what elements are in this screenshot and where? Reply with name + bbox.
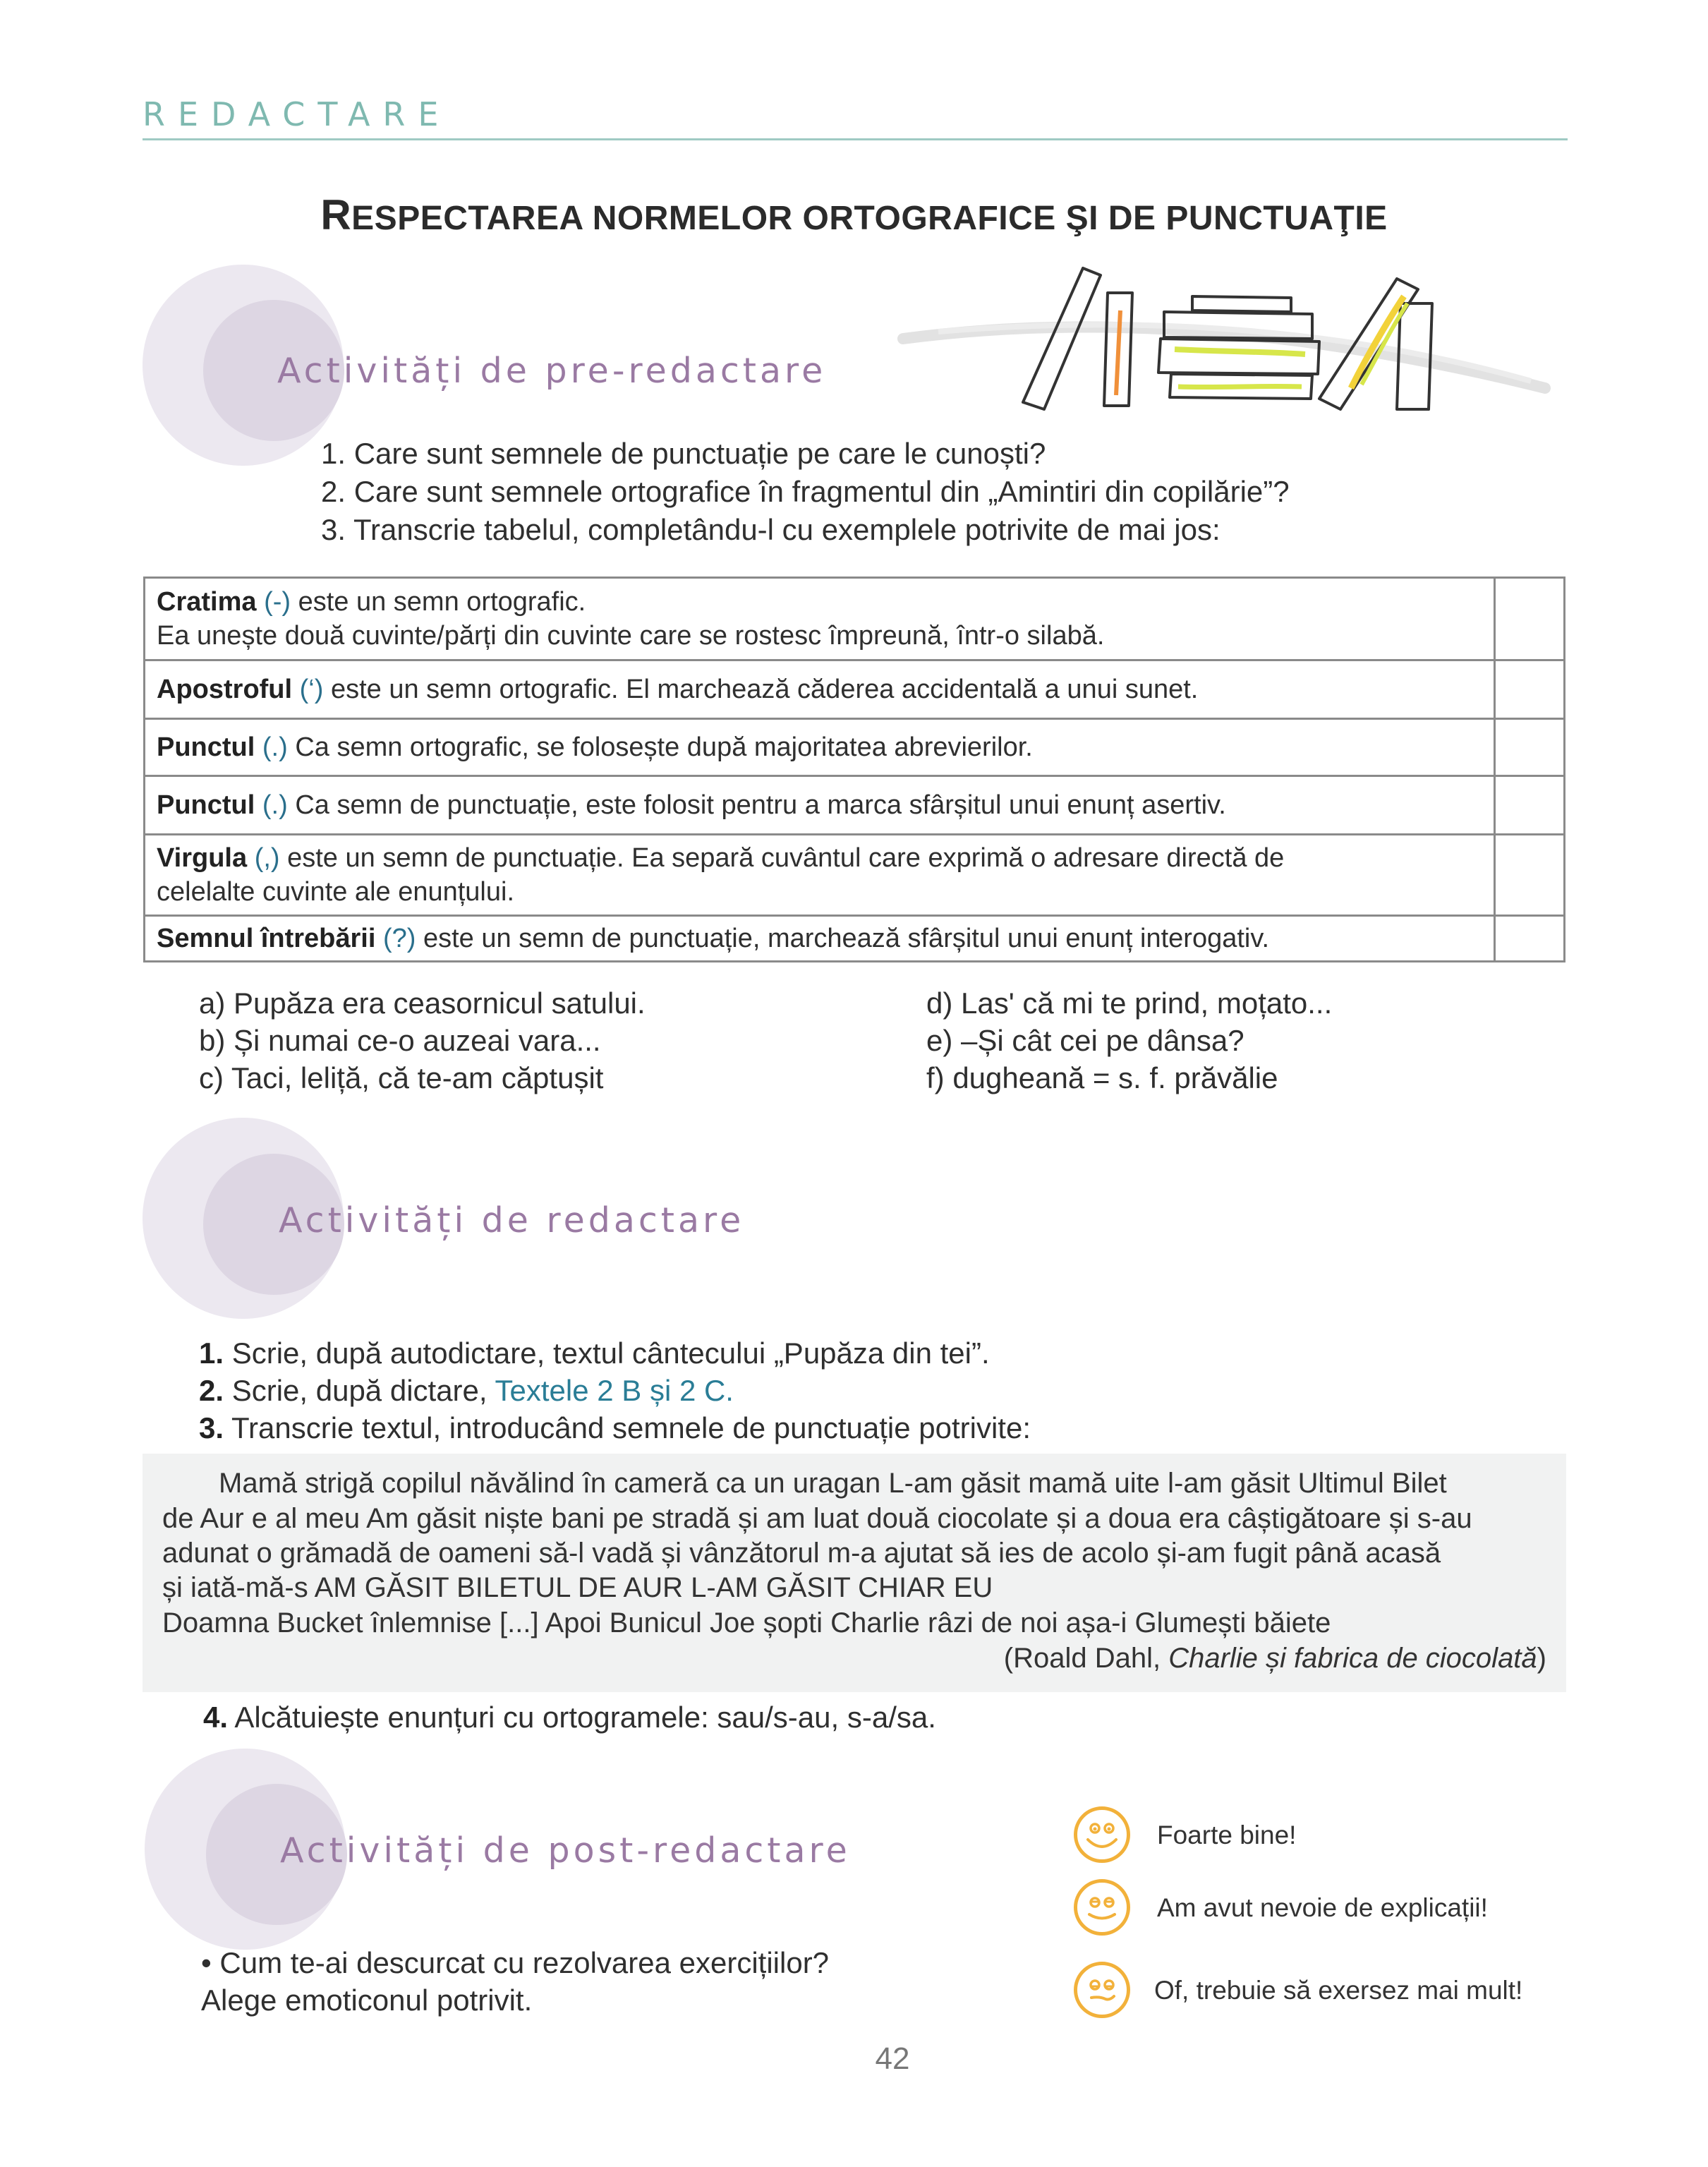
- term: Cratima: [157, 587, 257, 617]
- definition: celelalte cuvinte ale enunțului.: [157, 877, 515, 907]
- post-redactare-heading: Activități de post-redactare: [280, 1830, 851, 1871]
- table-row: [145, 776, 1565, 835]
- examples-right: [926, 984, 1332, 1097]
- table-row: [145, 578, 1565, 660]
- definition: este un semn ortografic. El marchează căderea accidentală a unui sunet.: [323, 675, 1199, 704]
- example-item: d) Las' că mi te prind, moțato...: [926, 986, 1333, 1020]
- pre-redactare-heading: Activități de pre-redactare: [277, 351, 827, 391]
- passage-line: adunat o grămadă de oameni să-l vadă și vânzătorul m-a ajutat să ies de acolo și-am fugit până acasă: [162, 1538, 1441, 1569]
- table-row: [145, 835, 1565, 916]
- term: Virgula: [157, 843, 248, 873]
- table-row: [145, 719, 1565, 776]
- symbol: (‘): [299, 675, 324, 704]
- task-3: [199, 1409, 1031, 1447]
- task-number: 1.: [199, 1336, 224, 1370]
- task-1: [199, 1334, 1031, 1372]
- task-4: [203, 1698, 936, 1736]
- symbol: (,): [254, 843, 280, 873]
- symbol: (.): [262, 790, 288, 820]
- happy-smiley-icon[interactable]: [1074, 1806, 1130, 1863]
- example-item: b) Și numai ce-o auzeai vara...: [199, 1024, 601, 1057]
- texts-reference-link[interactable]: Textele 2 B și 2 C.: [495, 1374, 734, 1407]
- pre-questions: [321, 435, 1290, 549]
- neutral-smiley-icon[interactable]: [1074, 1879, 1130, 1936]
- answer-cell[interactable]: [1495, 660, 1565, 719]
- page-number: 42: [875, 2041, 910, 2076]
- example-item: f) dugheană = s. f. prăvălie: [926, 1061, 1278, 1094]
- example-item: e) –Și cât cei pe dânsa?: [926, 1024, 1244, 1057]
- answer-cell[interactable]: [1495, 719, 1565, 776]
- redactare-heading: Activități de redactare: [279, 1200, 745, 1241]
- answer-cell[interactable]: [1495, 776, 1565, 835]
- citation-author: (Roald Dahl,: [1003, 1643, 1169, 1674]
- term: Apostroful: [157, 675, 293, 704]
- answer-cell[interactable]: [1495, 578, 1565, 660]
- task-text: Scrie, după autodictare, textul cântecului „Pupăza din tei”.: [224, 1336, 990, 1370]
- table-cell: [145, 578, 1495, 660]
- definition: Ca semn de punctuație, este folosit pentru a marca sfârșitul unui enunț asertiv.: [287, 790, 1226, 820]
- post-instruction: Alege emoticonul potrivit.: [201, 1984, 533, 2017]
- definition: Ca semn ortografic, se folosește după majoritatea abrevierilor.: [287, 732, 1033, 762]
- emoticon-label: Of, trebuie să exersez mai mult!: [1154, 1976, 1523, 2005]
- pre-question-3: 3. Transcrie tabelul, completându-l cu exemplele potrivite de mai jos:: [321, 513, 1221, 546]
- punctuation-table: [143, 577, 1565, 962]
- post-question-block: [201, 1944, 829, 2019]
- redactare-tasks: [199, 1334, 1031, 1447]
- passage-line: de Aur e al meu Am găsit niște bani pe stradă și am luat două ciocolate și a doua era câștigătoare și s-au: [162, 1503, 1472, 1534]
- term: Punctul: [157, 790, 255, 820]
- citation-end: ): [1537, 1643, 1546, 1674]
- definition: Ea unește două cuvinte/părți din cuvinte care se rostesc împreună, într-o silabă.: [157, 621, 1105, 651]
- table-row: [145, 660, 1565, 719]
- page-title-initial: R: [320, 191, 352, 239]
- unsure-smiley-icon[interactable]: [1074, 1962, 1130, 2018]
- answer-cell[interactable]: [1495, 916, 1565, 962]
- passage-line: Mamă strigă copilul năvălind în cameră ca un uragan L-am găsit mamă uite l-am găsit Ultimul Bilet: [219, 1468, 1447, 1499]
- symbol: (.): [262, 732, 288, 762]
- table-cell: [145, 835, 1495, 916]
- pre-question-1: 1. Care sunt semnele de punctuație pe care le cunoști?: [321, 437, 1046, 470]
- dictation-passage-box: [143, 1454, 1566, 1692]
- example-item: a) Pupăza era ceasornicul satului.: [199, 986, 646, 1020]
- table-row: [145, 916, 1565, 962]
- section-label: REDACTARE: [143, 95, 452, 133]
- term: Punctul: [157, 732, 255, 762]
- emoticon-label: Am avut nevoie de explicații!: [1157, 1893, 1488, 1922]
- definition: este un semn ortografic.: [291, 587, 586, 617]
- post-question: • Cum te-ai descurcat cu rezolvarea exercițiilor?: [201, 1946, 830, 1979]
- passage-citation: [1004, 1641, 1546, 1676]
- answer-cell[interactable]: [1495, 835, 1565, 916]
- examples-left: [199, 984, 646, 1097]
- definition: este un semn de punctuație. Ea separă cuvântul care exprimă o adresare directă de: [279, 843, 1285, 873]
- page-title-rest: ESPECTAREA NORMELOR ORTOGRAFICE ŞI DE PUNCTUAŢIE: [351, 200, 1388, 237]
- table-cell: [145, 916, 1495, 962]
- term: Semnul întrebării: [157, 924, 376, 953]
- task-number: 4.: [203, 1701, 229, 1734]
- page-title: [0, 191, 1708, 239]
- pre-question-2: 2. Care sunt semnele ortografice în fragmentul din „Amintiri din copilărie”?: [321, 475, 1290, 508]
- table-cell: [145, 660, 1495, 719]
- header-divider: [143, 138, 1568, 140]
- task-text: Alcătuiește enunțuri cu ortogramele: sau/s-au, s-a/sa.: [228, 1701, 936, 1734]
- symbol: (?): [382, 924, 416, 953]
- example-item: c) Taci, leliță, că te-am căptușit: [199, 1061, 604, 1094]
- task-number: 3.: [199, 1411, 224, 1444]
- passage-line: Doamna Bucket înlemnise [...] Apoi Bunicul Joe șopti Charlie râzi de noi așa-i Glumești băiete: [162, 1607, 1331, 1638]
- citation-title: Charlie și fabrica de ciocolată: [1168, 1643, 1537, 1674]
- symbol: (-): [264, 587, 291, 617]
- task-text: Transcrie textul, introducând semnele de punctuație potrivite:: [224, 1411, 1031, 1444]
- task-number: 2.: [199, 1374, 224, 1407]
- task-2: [199, 1372, 1031, 1409]
- books-illustration-icon: [896, 261, 1552, 413]
- definition: este un semn de punctuație, marchează sfârșitul unui enunț interogativ.: [416, 924, 1270, 953]
- table-cell: [145, 776, 1495, 835]
- emoticon-label: Foarte bine!: [1157, 1821, 1297, 1849]
- passage-line: și iată-mă-s AM GĂSIT BILETUL DE AUR L-AM GĂSIT CHIAR EU: [162, 1572, 993, 1603]
- table-cell: [145, 719, 1495, 776]
- task-text: Scrie, după dictare,: [224, 1374, 495, 1407]
